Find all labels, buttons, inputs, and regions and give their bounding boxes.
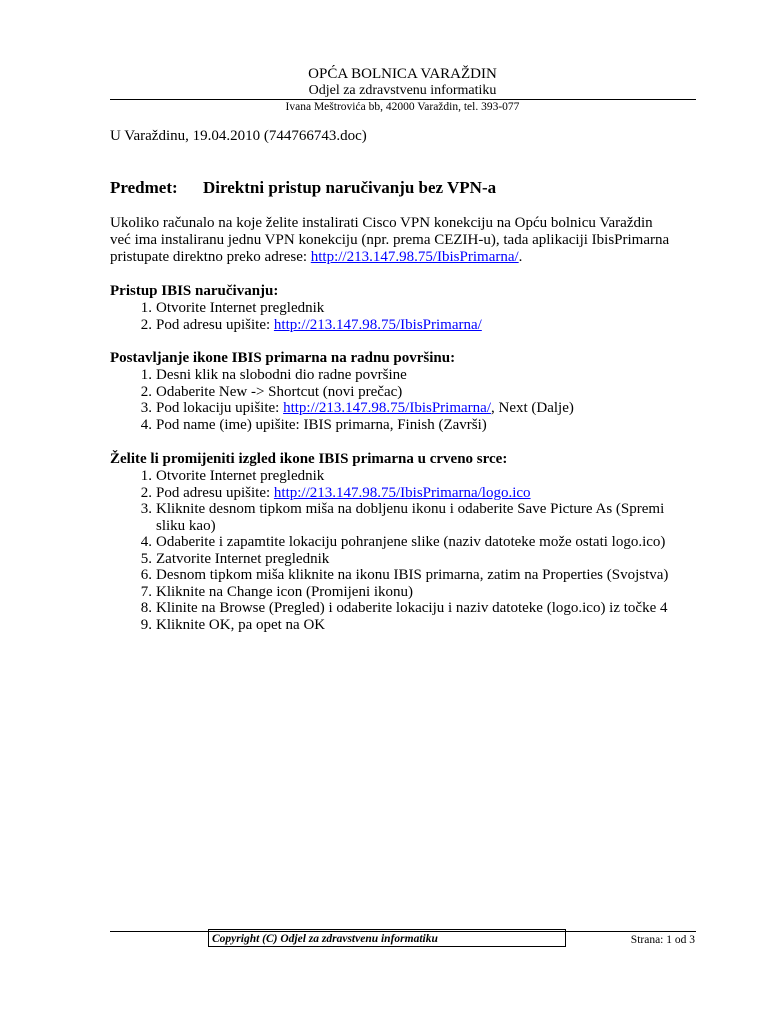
- date-line: U Varaždinu, 19.04.2010 (744766743.doc): [110, 128, 367, 144]
- item-number: 1.: [140, 468, 152, 484]
- list-item: [110, 367, 710, 384]
- item-number: 1.: [140, 367, 152, 383]
- section-title: Pristup IBIS naručivanju:: [110, 283, 279, 299]
- item-text: Desni klik na slobodni dio radne površine: [156, 367, 407, 383]
- list-item: [110, 468, 710, 485]
- list-item: [110, 400, 710, 417]
- item-number: 2.: [140, 484, 152, 501]
- item-number: 7.: [140, 583, 152, 600]
- item-text: , Next (Dalje): [490, 400, 574, 416]
- subject-line: [110, 178, 496, 198]
- item-number: 3.: [140, 400, 152, 416]
- steps-list: [110, 468, 710, 633]
- item-number: 4.: [140, 534, 152, 550]
- subject-label: Predmet:: [110, 178, 178, 197]
- item-text: Zatvorite Internet preglednik: [156, 550, 330, 567]
- item-text: Klinite na Browse (Pregled) i odaberite lokaciju i naziv datoteke (logo.ico) iz točke 4: [156, 600, 668, 616]
- item-number: 8.: [140, 600, 152, 616]
- steps-list: [110, 367, 710, 433]
- list-item: [110, 551, 710, 568]
- intro-text: .: [518, 249, 523, 265]
- section-change-icon: [110, 451, 710, 633]
- list-item: [110, 485, 710, 502]
- list-item: [110, 617, 710, 634]
- intro-url-link[interactable]: http://213.147.98.75/IbisPrimarna/: [310, 249, 519, 265]
- section-access: [110, 283, 710, 333]
- steps-list: [110, 300, 710, 333]
- item-text: Odaberite New -> Shortcut (novi prečac): [156, 383, 403, 400]
- url-link[interactable]: http://213.147.98.75/IbisPrimarna/: [283, 400, 491, 416]
- intro-line: [110, 249, 710, 266]
- footer-copyright: Copyright (C) Odjel za zdravstvenu informatiku: [208, 929, 566, 947]
- item-number: 3.: [140, 501, 152, 517]
- url-link[interactable]: http://213.147.98.75/IbisPrimarna/: [273, 316, 482, 333]
- item-text: Otvorite Internet preglednik: [156, 300, 325, 316]
- list-item: [110, 300, 710, 317]
- item-text: Pod adresu upišite:: [156, 484, 274, 501]
- intro-text: pristupate direktno preko adrese:: [110, 249, 311, 265]
- page-number: Strana: 1 od 3: [630, 934, 695, 946]
- list-item: [110, 501, 710, 534]
- department-name: Odjel za zdravstvenu informatiku: [308, 83, 497, 98]
- list-item: [110, 317, 710, 334]
- intro-paragraph: [110, 215, 710, 266]
- item-text: Pod name (ime) upišite: IBIS primarna, Finish (Završi): [156, 416, 487, 433]
- subject-text: Direktni pristup naručivanju bez VPN-a: [203, 178, 497, 197]
- url-link[interactable]: http://213.147.98.75/IbisPrimarna/logo.ico: [273, 484, 531, 501]
- intro-line: već ima instaliranu jednu VPN konekciju (npr. prema CEZIH-u), tada aplikaciji IbisPrimarna: [110, 232, 670, 248]
- item-text: Pod adresu upišite:: [156, 316, 274, 333]
- list-item: [110, 600, 710, 617]
- item-text: Kliknite na Change icon (Promijeni ikonu): [156, 583, 414, 600]
- item-text: Kliknite desnom tipkom miša na dobljenu ikonu i odaberite Save Picture As (Spremi: [156, 501, 665, 517]
- item-text: Odaberite i zapamtite lokaciju pohranjene slike (naziv datoteke može ostati logo.ico): [156, 534, 666, 550]
- section-title: Želite li promijeniti izgled ikone IBIS primarna u crveno srce:: [110, 451, 508, 467]
- list-item: [110, 417, 710, 434]
- item-text: Pod lokaciju upišite:: [156, 400, 284, 416]
- intro-line: Ukoliko računalo na koje želite instalirati Cisco VPN konekciju na Opću bolnicu Varaždin: [110, 215, 653, 231]
- item-number: 2.: [140, 383, 152, 400]
- organization-address: Ivana Meštrovića bb, 42000 Varaždin, tel. 393-077: [285, 101, 520, 113]
- list-item: [110, 584, 710, 601]
- organization-name: OPĆA BOLNICA VARAŽDIN: [308, 66, 497, 82]
- list-item: [110, 534, 710, 551]
- item-number: 9.: [140, 616, 152, 633]
- item-text: Kliknite OK, pa opet na OK: [156, 616, 326, 633]
- list-item: [110, 567, 710, 584]
- item-text: Desnom tipkom miša kliknite na ikonu IBIS primarna, zatim na Properties (Svojstva): [156, 567, 669, 583]
- section-desktop-icon: [110, 350, 710, 433]
- section-title: Postavljanje ikone IBIS primarna na radnu površinu:: [110, 350, 456, 366]
- item-text: Otvorite Internet preglednik: [156, 468, 325, 484]
- list-item: [110, 384, 710, 401]
- item-number: 6.: [140, 567, 152, 583]
- item-number: 1.: [140, 300, 152, 316]
- item-number: 4.: [140, 416, 152, 433]
- item-number: 5.: [140, 550, 152, 567]
- item-text-continuation: sliku kao): [156, 517, 216, 534]
- item-number: 2.: [140, 316, 152, 333]
